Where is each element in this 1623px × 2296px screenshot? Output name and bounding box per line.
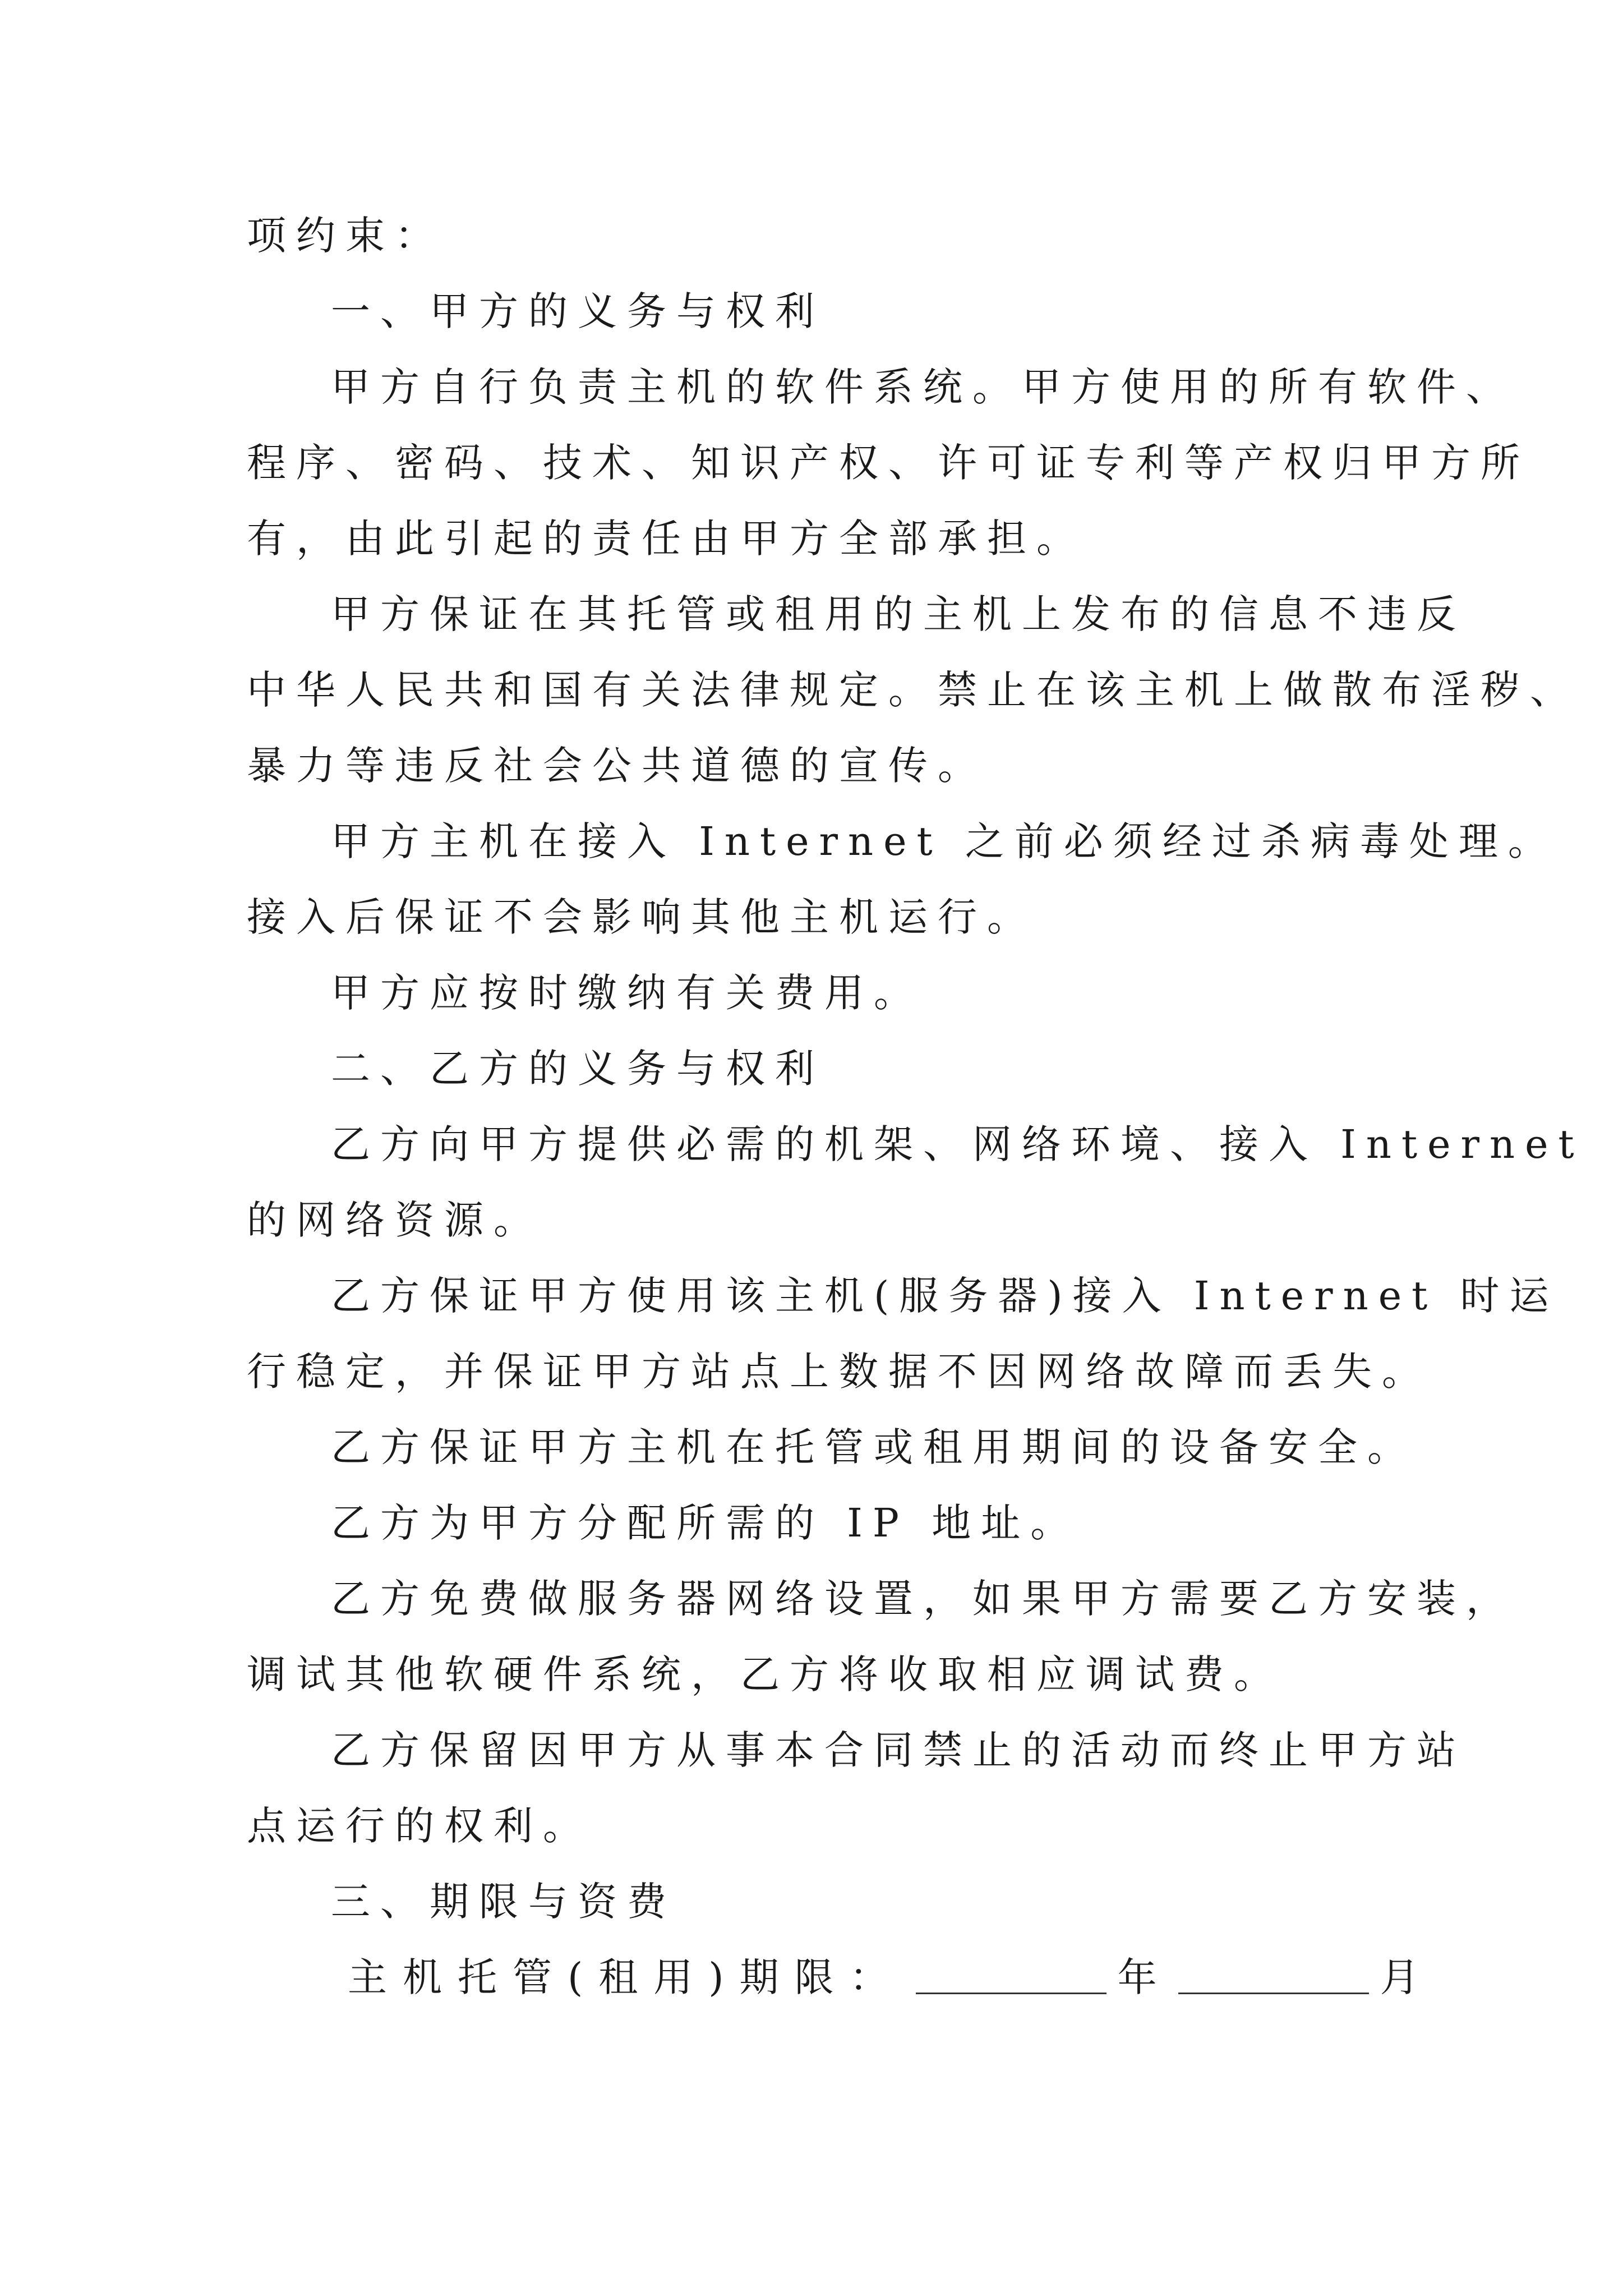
month-blank <box>1178 1959 1369 1994</box>
year-label: 年 <box>1117 1954 1167 2000</box>
text-line: 乙方免费做服务器网络设置，如果甲方需要乙方安装， <box>331 1576 1515 1622</box>
text-line: 暴力等违反社会公共道德的宣传。 <box>247 743 987 789</box>
term-label: 主机托管(租用)期限： <box>348 1954 905 2000</box>
section-heading: 三、期限与资费 <box>331 1879 676 1925</box>
text-line: 乙方保证甲方使用该主机(服务器)接入 Internet 时运 <box>331 1273 1559 1319</box>
text-line: 调试其他软硬件系统，乙方将收取相应调试费。 <box>247 1651 1283 1697</box>
text-line: 的网络资源。 <box>247 1197 543 1243</box>
text-line: 有，由此引起的责任由甲方全部承担。 <box>247 516 1086 562</box>
term-line <box>348 1952 1430 2003</box>
year-blank <box>916 1959 1106 1994</box>
section-heading: 二、乙方的义务与权利 <box>331 1046 824 1092</box>
text-line: 行稳定，并保证甲方站点上数据不因网络故障而丢失。 <box>247 1349 1431 1395</box>
text-line: 项约束： <box>247 213 444 259</box>
text-line: 乙方保留因甲方从事本合同禁止的活动而终止甲方站 <box>331 1727 1466 1773</box>
text-line: 点运行的权利。 <box>247 1803 592 1849</box>
text-line: 甲方应按时缴纳有关费用。 <box>331 970 923 1016</box>
text-line: 乙方向甲方提供必需的机架、网络环境、接入 Internet <box>331 1121 1584 1167</box>
text-line: 中华人民共和国有关法律规定。禁止在该主机上做散布淫秽、 <box>247 667 1579 713</box>
text-line: 接入后保证不会影响其他主机运行。 <box>247 894 1036 940</box>
section-heading: 一、甲方的义务与权利 <box>331 288 824 334</box>
text-line: 程序、密码、技术、知识产权、许可证专利等产权归甲方所 <box>247 440 1530 486</box>
month-label: 月 <box>1380 1954 1430 2000</box>
text-line: 甲方保证在其托管或租用的主机上发布的信息不违反 <box>331 591 1466 637</box>
text-line: 乙方保证甲方主机在托管或租用期间的设备安全。 <box>331 1424 1417 1470</box>
text-line: 乙方为甲方分配所需的 IP 地址。 <box>331 1500 1080 1546</box>
text-line: 甲方自行负责主机的软件系统。甲方使用的所有软件、 <box>331 364 1515 410</box>
text-line: 甲方主机在接入 Internet 之前必须经过杀病毒处理。 <box>331 818 1557 864</box>
